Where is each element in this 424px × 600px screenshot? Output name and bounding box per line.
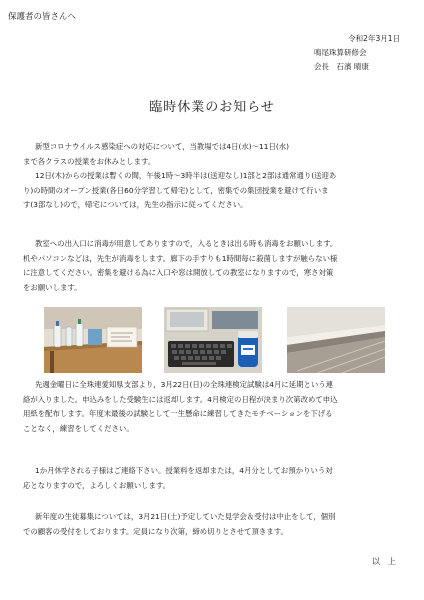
- keyboard-and-disinfectant-wipes-icon: [164, 307, 262, 373]
- text-line: ことなく，練習をしてください。: [23, 423, 134, 433]
- desk-with-sanitizer-bottles-icon: [44, 307, 142, 373]
- text-line: 教室への出入口に消毒が用意してありますので，入るときは出る時も消毒をお願いします。: [35, 239, 338, 248]
- photo-keyboard-wipes: [164, 307, 262, 373]
- text-line: に注意してください。密集を避ける為に入口や窓は開放しての教室になりますので，寒さ対策: [23, 268, 334, 277]
- text-line: 新型コロナウイルス感染症への対応について，当教場では4日(水)～11日(水): [35, 142, 290, 151]
- text-line: での顧客の受付をしております。定員になり次第，締め切りとさせて頂きます。: [23, 526, 288, 536]
- photo-handrail: [287, 307, 385, 373]
- text-line: 応となりますので，よろしくお願いします。: [23, 480, 171, 490]
- text-line: 机やパソコンなどは，先生が消毒をします。廊下の手すりも1時間毎に殺菌しますが触らない様: [23, 253, 338, 263]
- text-line: 1か月休学される子様はご連絡下さい。授業料を返却または，4月分としてお預かりいう対: [35, 466, 333, 475]
- signer-name: 会長 石濱 晴康: [314, 62, 369, 71]
- page-title: 臨時休業のお知らせ: [149, 100, 275, 115]
- text-line: り)の時間のオープン授業(各日60分学習して帰宅)として，密集での集団授業を避けて行いま: [23, 185, 329, 195]
- text-line: 先週金曜日に全珠連愛知県支部より，3月22日(日)の全珠連検定試験は4月に延期という連: [35, 380, 334, 389]
- organization-name: 鳴尾珠算研修会: [314, 48, 367, 57]
- sender-block: [314, 32, 400, 74]
- recipient-line: 保護者の皆さんへ: [8, 12, 76, 22]
- closing-mark: 以 上: [372, 557, 396, 566]
- issue-date: 令和2年3月1日: [348, 34, 400, 43]
- paragraph-enrollment: [23, 510, 401, 539]
- text-line: 新年度の生徒募集については，3月21日(土)予定していた見学会＆受付は中止をして，個別: [35, 512, 336, 521]
- text-line: 12日(木)からの授業は暫くの間，午後1時～3時半は(送迎なし)1部と2部は通常通り(送迎あ: [35, 171, 337, 180]
- paragraph-closure: [23, 140, 401, 213]
- paragraph-leave-of-absence: [23, 464, 401, 493]
- paragraph-disinfection: [23, 237, 401, 295]
- text-line: まで各クラスの授業をお休みとします。: [23, 156, 156, 166]
- paragraph-exam-postponed: [23, 378, 401, 436]
- text-line: す(3部なし)ので，帰宅については，先生の指示に従ってください。: [23, 200, 248, 209]
- text-line: 用紙を配布します。年度末最後の試験として一生懸命に練習してきたモチベーションを下げる: [23, 409, 333, 418]
- text-line: 絡が入りました。申込みをした受験生には返却します。4月検定の日程が決まり次第改めて申込: [23, 394, 338, 404]
- text-line: をお願いします。: [23, 282, 82, 292]
- photo-desk-sanitizer: [44, 307, 142, 373]
- handrail-corridor-icon: [287, 307, 385, 373]
